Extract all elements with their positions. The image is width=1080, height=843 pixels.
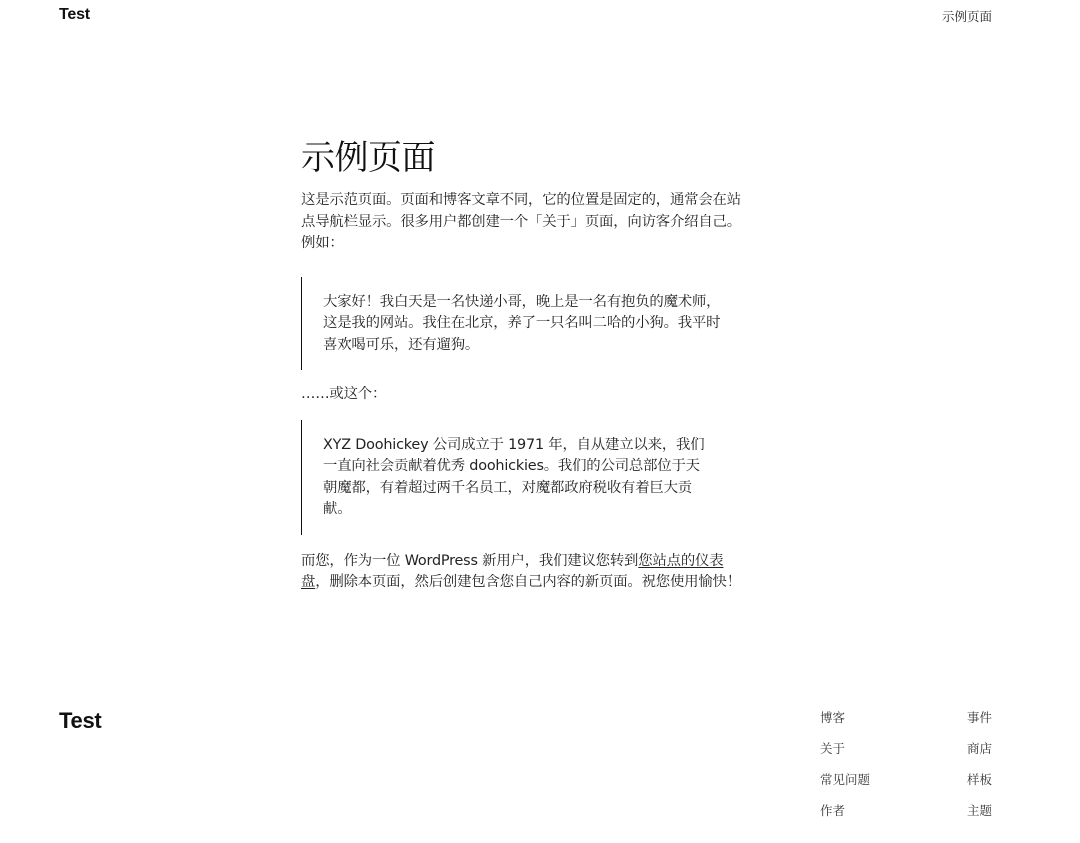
main-content bbox=[301, 132, 749, 594]
footer-link-themes[interactable]: 主题 bbox=[966, 803, 992, 818]
site-footer bbox=[0, 696, 1080, 843]
dashboard-link[interactable]: 您站点的仪表盘 bbox=[301, 552, 724, 590]
site-header bbox=[0, 0, 1080, 36]
footer-link-patterns[interactable]: 样板 bbox=[966, 772, 992, 787]
closing-paragraph bbox=[301, 551, 749, 594]
closing-text-before: 而您，作为一位 WordPress 新用户，我们建议您转到 bbox=[301, 552, 639, 569]
nav-link-sample-page[interactable]: 示例页面 bbox=[941, 9, 992, 24]
site-title-link[interactable]: Test bbox=[59, 6, 90, 23]
footer-link-shop[interactable]: 商店 bbox=[966, 741, 992, 756]
blockquote-personal bbox=[301, 277, 745, 371]
footer-nav-right bbox=[967, 709, 992, 833]
page-title: 示例页面 bbox=[301, 138, 435, 178]
footer-link-faq[interactable]: 常见问题 bbox=[820, 772, 871, 787]
footer-nav-left bbox=[820, 709, 870, 833]
intro-paragraph: 这是示范页面。页面和博客文章不同，它的位置是固定的，通常会在站点导航栏显示。很多用户都创建一个「关于」页面，向访客介绍自己。例如： bbox=[301, 192, 741, 251]
blockquote-personal-text: 大家好！我白天是一名快递小哥，晚上是一名有抱负的魔术师，这是我的网站。我住在北京，养了一只名叫二哈的小狗。我平时喜欢喝可乐，还有遛狗。 bbox=[323, 293, 721, 353]
footer-link-about[interactable]: 关于 bbox=[820, 741, 846, 756]
footer-site-title-link[interactable]: Test bbox=[59, 708, 102, 733]
footer-link-authors[interactable]: 作者 bbox=[820, 803, 846, 818]
footer-link-events[interactable]: 事件 bbox=[966, 710, 992, 725]
closing-text-after: ，删除本页面，然后创建包含您自己内容的新页面。祝您使用愉快！ bbox=[315, 574, 741, 590]
blockquote-company bbox=[301, 420, 745, 535]
footer-link-blog[interactable]: 博客 bbox=[820, 710, 846, 725]
blockquote-company-text: XYZ Doohickey 公司成立于 1971 年，自从建立以来，我们一直向社会贡献着优秀 doohickies。我们的公司总部位于天朝魔都，有着超过两千名员工，对魔都政府税收有着巨大贡献。 bbox=[323, 436, 705, 517]
or-this-paragraph: ……或这个： bbox=[301, 386, 387, 402]
